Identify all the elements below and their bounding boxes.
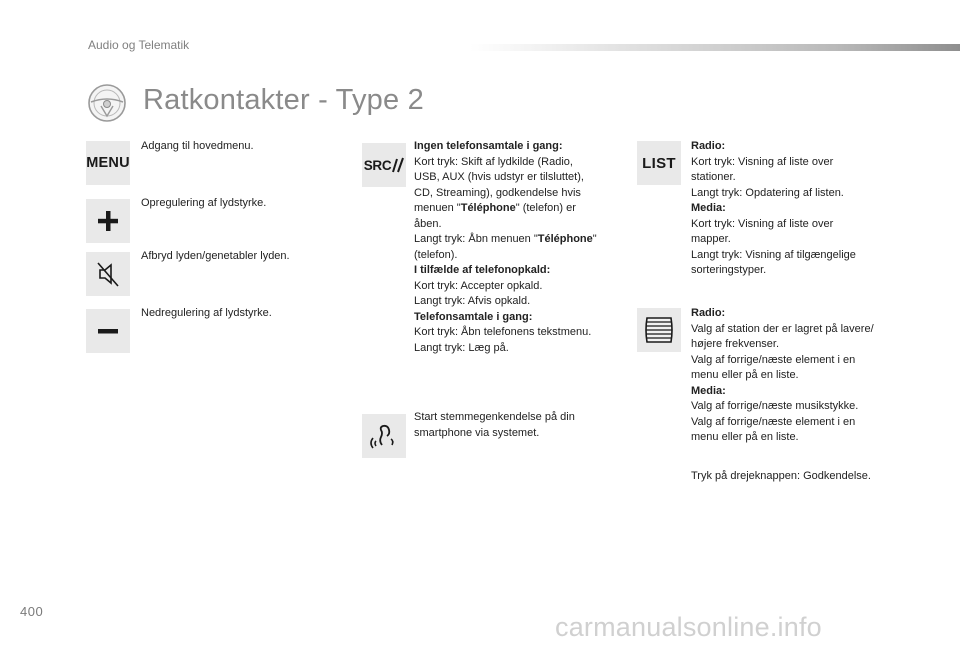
- src-line: Kort tryk: Skift af lydkilde (Radio,: [414, 155, 573, 168]
- thumbwheel-icon: [643, 315, 675, 345]
- wheel-line: Valg af forrige/næste musikstykke.: [691, 400, 859, 412]
- voice-recognition-icon: [369, 421, 399, 451]
- mute-description: [141, 249, 290, 265]
- list-line: Kort tryk: Visning af liste over: [691, 217, 834, 230]
- src-line: [414, 201, 597, 217]
- volume-up-description: [141, 196, 266, 212]
- menu-text: Adgang til hovedmenu.: [141, 140, 254, 152]
- menu-key-label: MENU: [86, 155, 130, 171]
- volume-up-text: Opregulering af lydstyrke.: [141, 197, 267, 209]
- wheel-line: højere frekvenser.: [691, 338, 780, 350]
- src-line: [414, 232, 597, 248]
- mute-icon: [93, 259, 123, 289]
- list-heading-media: Media:: [691, 202, 726, 214]
- press-text: Tryk på drejeknappen: Godkendelse.: [691, 470, 871, 482]
- list-line: mapper.: [691, 233, 731, 245]
- src-heading-no-call: Ingen telefonsamtale i gang:: [414, 140, 563, 152]
- src-text: ": [592, 233, 597, 245]
- src-line: Kort tryk: Accepter opkald.: [414, 279, 543, 292]
- voice-line: Start stemmegenkendelse på din: [414, 411, 575, 423]
- plus-icon: [96, 209, 120, 233]
- list-key-label: LIST: [642, 154, 676, 172]
- wheel-heading-radio: Radio:: [691, 307, 726, 319]
- mute-key: [86, 252, 130, 296]
- src-text: menuen ": [414, 202, 461, 214]
- list-line: stationer.: [691, 171, 736, 183]
- thumbwheel-description: [691, 306, 874, 446]
- src-key-label: SRC: [363, 157, 392, 173]
- phone-slash-icon: [392, 157, 404, 173]
- src-line: Langt tryk: Afvis opkald.: [414, 295, 531, 307]
- src-line: (telefon).: [414, 248, 458, 261]
- section-label: Audio og Telematik: [88, 38, 190, 52]
- header-rule: [470, 44, 960, 51]
- src-heading-in-call: Telefonsamtale i gang:: [414, 310, 533, 323]
- page-title: Ratkontakter - Type 2: [143, 84, 424, 116]
- src-line: Kort tryk: Åbn telefonens tekstmenu.: [414, 326, 592, 338]
- voice-line: smartphone via systemet.: [414, 426, 540, 439]
- list-description: [691, 139, 856, 279]
- src-text: " (telefon) er: [515, 202, 576, 214]
- wheel-line: Valg af forrige/næste element i en: [691, 353, 856, 366]
- menu-key: [86, 141, 130, 185]
- wheel-line: Valg af forrige/næste element i en: [691, 415, 856, 428]
- wheel-line: menu eller på en liste.: [691, 369, 799, 381]
- list-line: Kort tryk: Visning af liste over: [691, 155, 834, 168]
- volume-down-text: Nedregulering af lydstyrke.: [141, 307, 272, 319]
- watermark: carmanualsonline.info: [555, 612, 822, 642]
- list-heading-radio: Radio:: [691, 140, 726, 152]
- src-line: Langt tryk: Læg på.: [414, 341, 509, 354]
- page-number: 400: [20, 604, 44, 619]
- src-line: åben.: [414, 217, 442, 230]
- volume-down-key: [86, 309, 130, 353]
- wheel-line: menu eller på en liste.: [691, 431, 799, 443]
- src-text: Langt tryk: Åbn menuen ": [414, 233, 538, 245]
- src-telephone-term: Téléphone: [460, 202, 516, 214]
- voice-description: [414, 410, 575, 441]
- minus-icon: [96, 319, 120, 343]
- thumbwheel-key: [637, 308, 681, 352]
- volume-up-key: [86, 199, 130, 243]
- list-line: sorteringstyper.: [691, 264, 767, 276]
- wheel-heading-media: Media:: [691, 384, 726, 397]
- src-description: [414, 139, 597, 356]
- src-heading-incoming-call: I tilfælde af telefonopkald:: [414, 264, 551, 276]
- mute-text: Afbryd lyden/genetabler lyden.: [141, 250, 290, 262]
- src-line: CD, Streaming), godkendelse hvis: [414, 186, 581, 199]
- steering-wheel-icon: [86, 82, 128, 124]
- list-key: [637, 141, 681, 185]
- src-line: USB, AUX (hvis udstyr er tilsluttet),: [414, 171, 584, 183]
- list-line: Langt tryk: Visning af tilgængelige: [691, 248, 856, 261]
- voice-key: [362, 414, 406, 458]
- src-telephone-term: Téléphone: [537, 233, 593, 245]
- volume-down-description: [141, 306, 272, 322]
- src-key: [362, 143, 406, 187]
- list-line: Langt tryk: Opdatering af listen.: [691, 186, 844, 199]
- press-description: [691, 469, 871, 485]
- wheel-line: Valg af station der er lagret på lavere/: [691, 322, 874, 335]
- menu-description: [141, 139, 254, 155]
